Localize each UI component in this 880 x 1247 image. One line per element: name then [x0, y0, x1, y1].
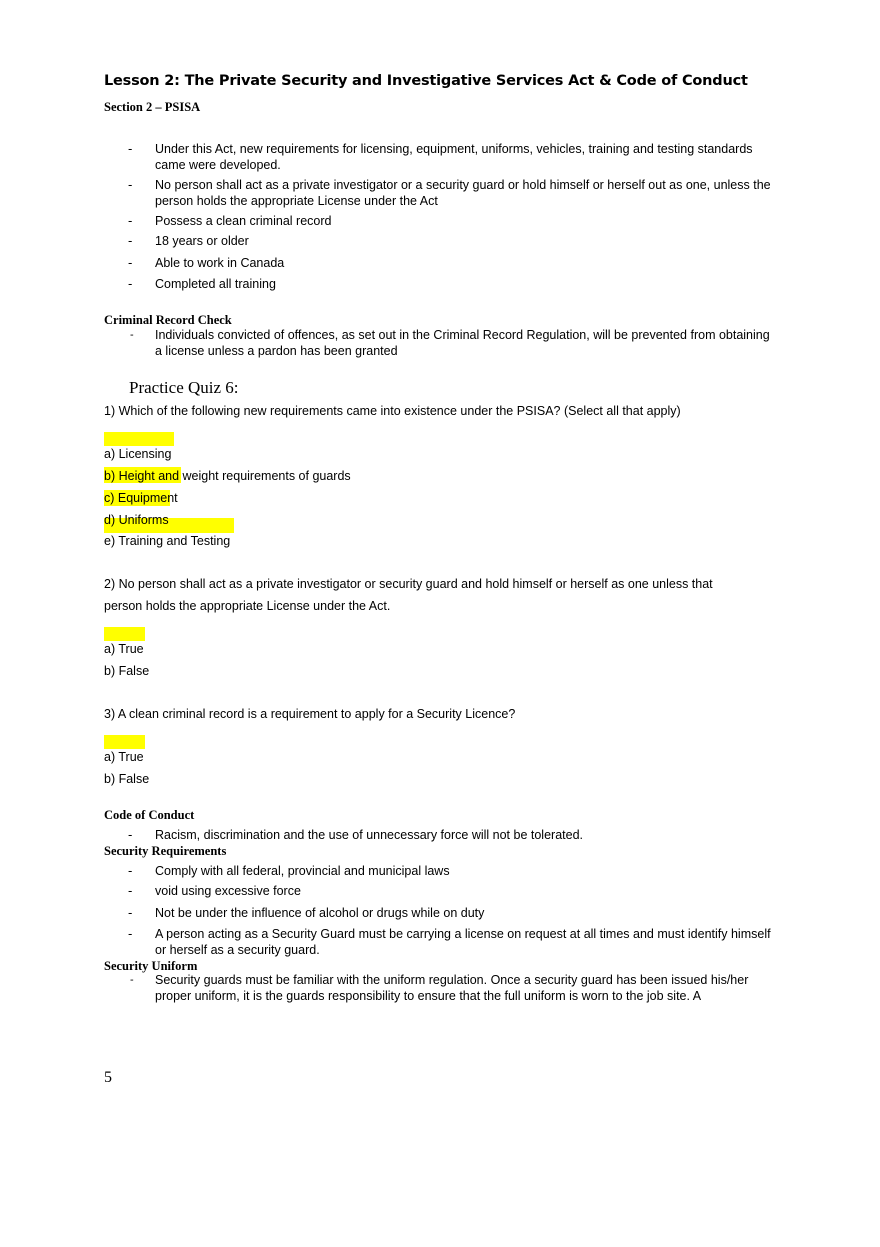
- q1-option: a) Licensing: [104, 447, 172, 461]
- requirement-item: Comply with all federal, provincial and municipal laws: [155, 864, 450, 878]
- section-item: Under this Act, new requirements for licensing, equipment, uniforms, vehicles, training and testing standards came were developed.: [155, 142, 753, 172]
- requirement-item: void using excessive force: [155, 884, 301, 898]
- conduct-item: Racism, discrimination and the use of unnecessary force will not be tolerated.: [155, 828, 583, 842]
- bullet-dash: -: [128, 883, 133, 898]
- bullet-dash: -: [128, 233, 133, 248]
- bullet-dash: -: [128, 926, 133, 941]
- page-number: 5: [104, 1069, 112, 1086]
- answer-highlight: [104, 627, 145, 641]
- criminal-record-item: Individuals convicted of offences, as set out in the Criminal Record Regulation, will be prevented from obtaining a license unless a pardon has been granted: [155, 328, 770, 358]
- uniform-item: Security guards must be familiar with the uniform regulation. Once a security guard has been issued his/her proper uniform, it is the guards responsibility to ensure that the full uniform is worn to the job site. A: [155, 973, 749, 1003]
- answer-highlight: [104, 432, 174, 446]
- bullet-dash: -: [128, 276, 133, 291]
- q1-option: d) Uniforms: [104, 513, 169, 527]
- lesson-title: Lesson 2: The Private Security and Investigative Services Act & Code of Conduct: [104, 73, 748, 89]
- section-item: No person shall act as a private investigator or a security guard or hold himself or herself out as one, unless the person holds the appropriate License under the Act: [155, 178, 771, 208]
- bullet-dash: -: [130, 329, 134, 341]
- answer-highlight: [104, 735, 145, 749]
- q2-option: b) False: [104, 664, 150, 678]
- q1-option: c) Equipment: [104, 491, 178, 505]
- security-requirements-heading: Security Requirements: [104, 844, 227, 858]
- quiz-title: Practice Quiz 6:: [129, 378, 239, 397]
- bullet-dash: -: [128, 213, 133, 228]
- requirement-item: A person acting as a Security Guard must be carrying a license on request at all times and must identify himself or herself as a security guard.: [155, 927, 771, 957]
- bullet-dash: -: [128, 141, 133, 156]
- q1-question: 1) Which of the following new requirements came into existence under the PSISA? (Select all that apply): [104, 404, 681, 418]
- q2-question: person holds the appropriate License under the Act.: [104, 599, 391, 613]
- criminal-record-heading: Criminal Record Check: [104, 313, 232, 327]
- bullet-dash: -: [128, 827, 133, 842]
- bullet-dash: -: [128, 255, 133, 270]
- requirement-item: Not be under the influence of alcohol or drugs while on duty: [155, 906, 485, 920]
- q1-option: b) Height and weight requirements of guards: [104, 469, 351, 483]
- section-item: 18 years or older: [155, 234, 249, 248]
- q3-option: b) False: [104, 772, 150, 786]
- bullet-dash: -: [128, 177, 133, 192]
- q3-question: 3) A clean criminal record is a requirement to apply for a Security Licence?: [104, 707, 516, 721]
- q2-option: a) True: [104, 642, 144, 656]
- section-item: Able to work in Canada: [155, 256, 285, 270]
- q1-option: e) Training and Testing: [104, 534, 231, 548]
- section-heading: Section 2 – PSISA: [104, 100, 201, 114]
- section-item: Possess a clean criminal record: [155, 214, 332, 228]
- security-uniform-heading: Security Uniform: [104, 959, 198, 973]
- code-of-conduct-heading: Code of Conduct: [104, 808, 195, 822]
- bullet-dash: -: [128, 863, 133, 878]
- section-item: Completed all training: [155, 277, 276, 291]
- bullet-dash: -: [130, 974, 134, 986]
- q3-option: a) True: [104, 750, 144, 764]
- q2-question: 2) No person shall act as a private investigator or security guard and hold himself or herself as one unless that: [104, 577, 713, 591]
- bullet-dash: -: [128, 905, 133, 920]
